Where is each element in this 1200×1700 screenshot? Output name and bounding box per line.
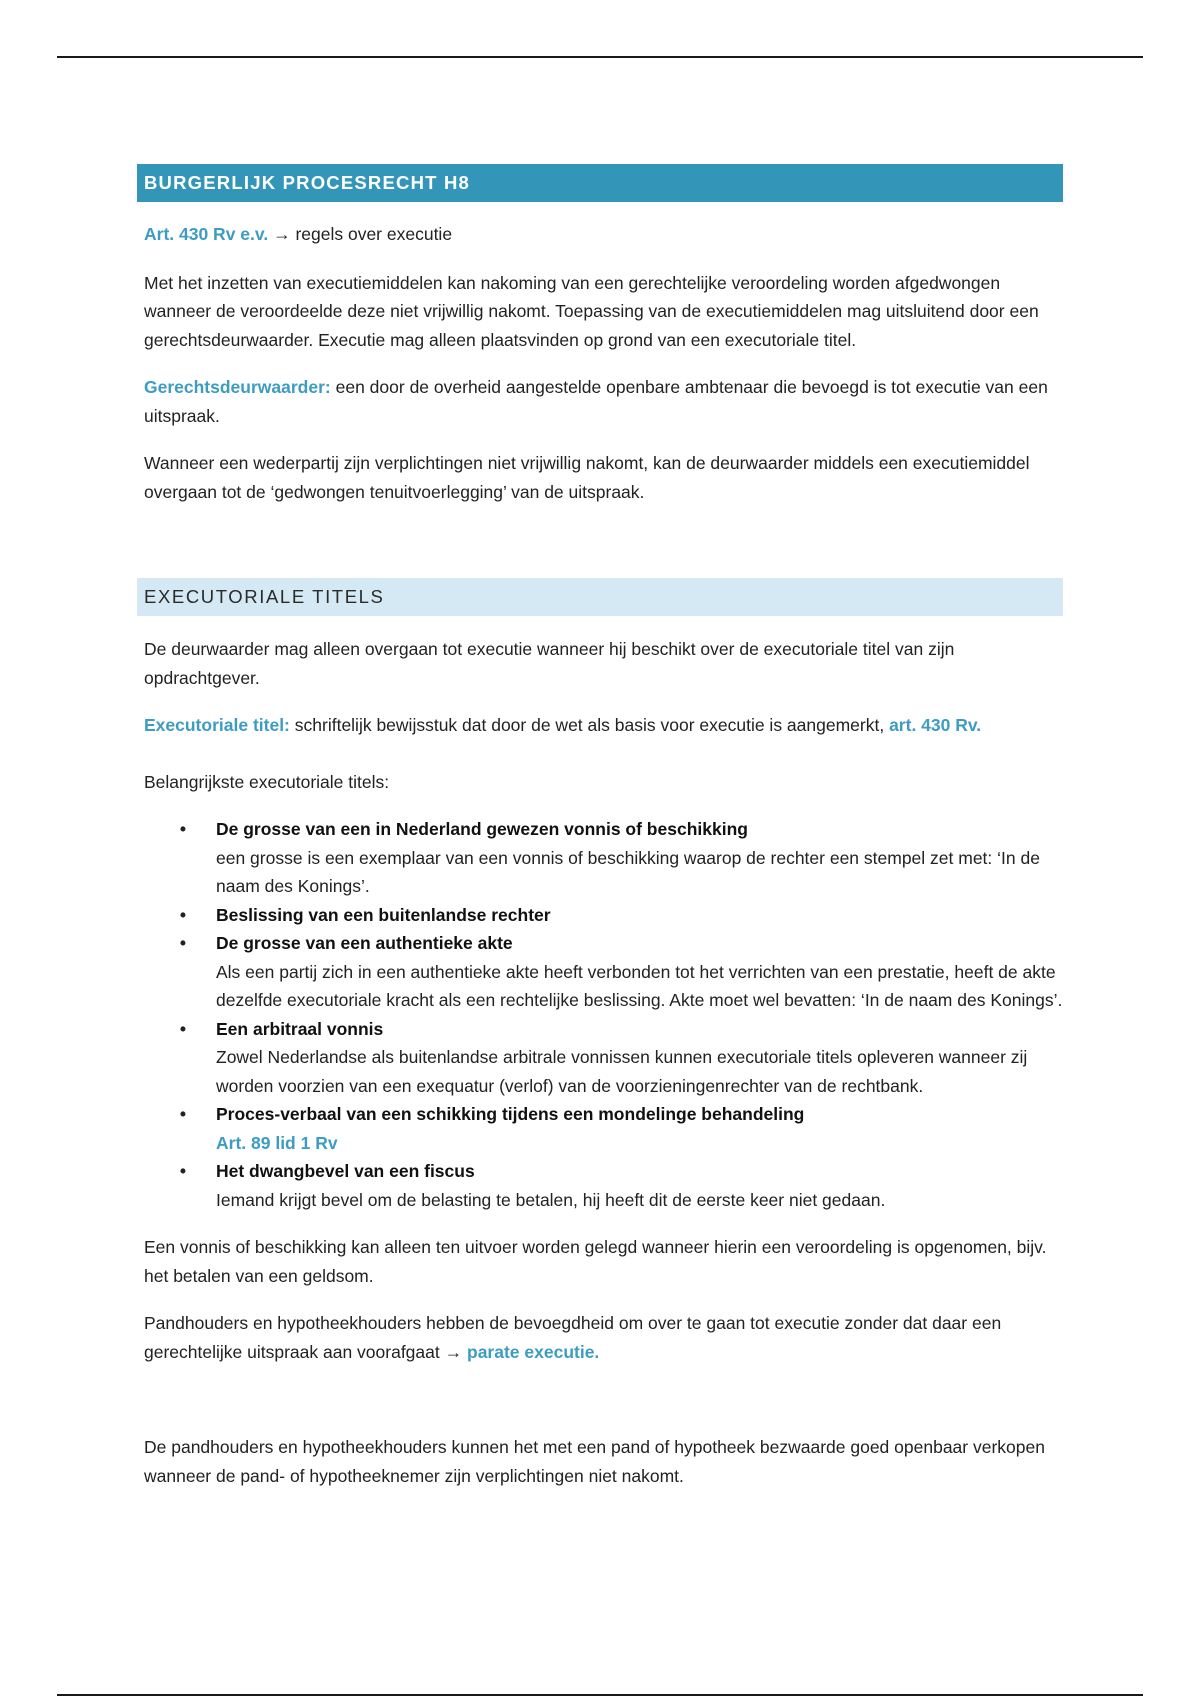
list-item — [137, 929, 1063, 1015]
list-item — [137, 1015, 1063, 1101]
bullet-icon: • — [179, 1018, 187, 1039]
bullet-icon: • — [179, 933, 187, 953]
list-item-title: De grosse van een authentieke akte — [216, 933, 513, 953]
paragraph-deurwaarder: De deurwaarder mag alleen overgaan tot executie wanneer hij beschikt over de executoriale titel van zijn opdrachtgever. — [144, 639, 955, 688]
bullet-icon: • — [179, 1104, 187, 1124]
list-item-title: Het dwangbevel van een fiscus — [216, 1161, 475, 1181]
document-body — [137, 164, 1063, 1490]
list-item-title: Beslissing van een buitenlandse rechter — [216, 904, 551, 925]
list-item-description: Iemand krijgt bevel om de belasting te betalen, hij heeft dit de eerste keer niet gedaan. — [216, 1189, 886, 1210]
list-item-title: De grosse van een in Nederland gewezen vonnis of beschikking — [216, 819, 748, 839]
list-item-description: een grosse is een exemplaar van een vonnis of beschikking waarop de rechter een stempel zet met: ‘In de naam des Konings’. — [216, 847, 1040, 896]
parate-executie-reference: parate executie. — [467, 1341, 600, 1362]
definition-term: Gerechtsdeurwaarder: — [144, 377, 331, 397]
list-item-description: Zowel Nederlandse als buitenlandse arbitrale vonnissen kunnen executoriale titels opleveren wanneer zij worden voorzien van een exequatur (verlof) van de voorzieningenrechter van de rechtbank. — [216, 1047, 1028, 1096]
bullet-icon: • — [179, 1161, 187, 1181]
bullet-icon: • — [179, 904, 187, 925]
list-item-title: Proces-verbaal van een schikking tijdens een mondelinge behandeling — [216, 1104, 805, 1124]
definition-term: Executoriale titel: — [144, 715, 290, 735]
list-item — [137, 1100, 1063, 1157]
section-heading-text: EXECUTORIALE TITELS — [144, 585, 385, 607]
paragraph-pandhouders — [137, 1309, 1063, 1366]
definition-text: schriftelijk bewijsstuk dat door de wet als basis voor executie is aangemerkt, — [294, 715, 885, 735]
arrow-icon: → — [273, 224, 291, 244]
definition-executoriale-titel — [137, 711, 1063, 740]
list-item-description: Als een partij zich in een authentieke akte heeft verbonden tot het verrichten van een prestatie, heeft de akte dezelfde executoriale kracht als een rechtelijke beslissing. Akte moet wel bevatten: ‘In de naam des Konings’. — [216, 961, 1063, 1010]
paragraph-openbaar-verkopen: De pandhouders en hypotheekhouders kunnen het met een pand of hypotheek bezwaarde goed openbaar verkopen wanneer de pand- of hypotheeknemer zijn verplichtingen niet nakomt. — [144, 1437, 1045, 1486]
article-reference-text: regels over executie — [295, 224, 453, 244]
list-intro: Belangrijkste executoriale titels: — [144, 771, 390, 792]
section-heading-text: BURGERLIJK PROCESRECHT H8 — [144, 171, 471, 193]
article-reference: art. 430 Rv. — [889, 715, 982, 735]
article-reference-line — [137, 220, 1063, 249]
paragraph-text: Pandhouders en hypotheekhouders hebben de bevoegdheid om over te gaan tot executie zonder dat daar een gerechtelijke uitspraak aan voorafgaat — [144, 1313, 1002, 1362]
arrow-icon: → — [444, 1341, 463, 1362]
definition-gerechtsdeurwaarder — [137, 373, 1063, 430]
paragraph-vonnis: Een vonnis of beschikking kan alleen ten uitvoer worden gelegd wanneer hierin een veroordeling is opgenomen, bijv. het betalen van een geldsom. — [144, 1237, 1047, 1286]
article-reference: Art. 89 lid 1 Rv — [216, 1132, 338, 1153]
list-item-title: Een arbitraal vonnis — [216, 1018, 384, 1039]
article-reference: Art. 430 Rv e.v. — [144, 224, 269, 244]
footer-rule — [57, 1694, 1143, 1696]
executoriale-titels-list — [137, 815, 1063, 1214]
list-item — [137, 901, 1063, 930]
list-item — [137, 1157, 1063, 1214]
section-heading-burgerlijk-procesrecht — [137, 164, 1063, 202]
header-rule — [57, 56, 1143, 58]
paragraph-executiemiddelen: Met het inzetten van executiemiddelen kan nakoming van een gerechtelijke veroordeling worden afgedwongen wanneer de veroordeelde deze niet vrijwillig nakomt. Toepassing van de executiemiddelen mag uitsluitend door een gerechtsdeurwaarder. Executie mag alleen plaatsvinden op grond van een executoriale titel. — [144, 272, 1039, 350]
definition-text: een door de overheid aangestelde openbare ambtenaar die bevoegd is tot executie van een uitspraak. — [144, 377, 1048, 426]
list-item — [137, 815, 1063, 901]
section-heading-executoriale-titels — [137, 578, 1063, 616]
paragraph-wederpartij: Wanneer een wederpartij zijn verplichtingen niet vrijwillig nakomt, kan de deurwaarder middels een executiemiddel overgaan tot de ‘gedwongen tenuitvoerlegging’ van de uitspraak. — [144, 453, 1030, 502]
bullet-icon: • — [179, 819, 187, 839]
